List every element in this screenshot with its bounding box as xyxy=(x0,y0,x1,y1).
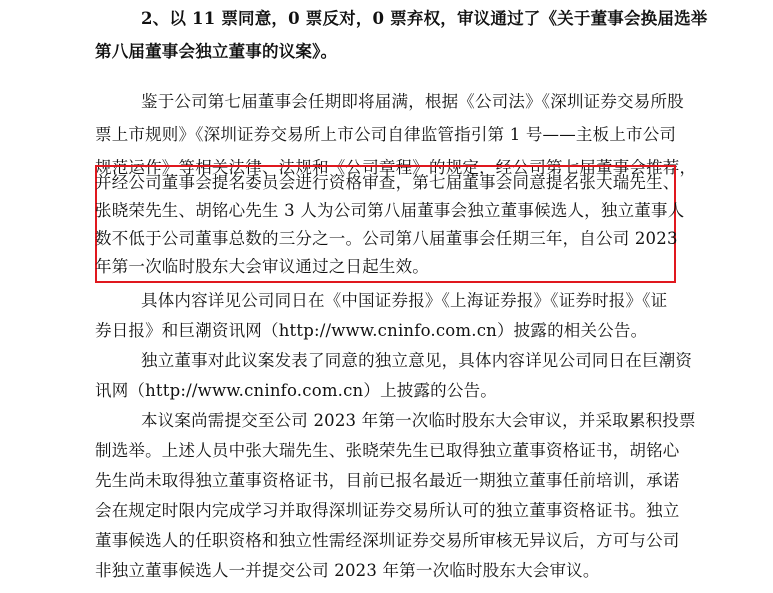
paragraph-meeting-line-5: 董事候选人的任职资格和独立性需经深圳证券交易所审核无异议后，方可与公司 xyxy=(95,531,680,550)
paragraph-nomination-line-4: 年第一次临时股东大会审议通过之日起生效。 xyxy=(95,257,429,276)
resolution-heading-line-1: 2、以 11 票同意，0 票反对，0 票弃权，审议通过了《关于董事会换届选举 xyxy=(141,9,708,28)
paragraph-background-line-2: 票上市规则》《深圳证券交易所上市公司自律监管指引第 1 号——主板上市公司 xyxy=(95,125,677,144)
paragraph-meeting-line-4: 会在规定时限内完成学习并取得深圳证券交易所认可的独立董事资格证书。独立 xyxy=(95,501,680,520)
paragraph-background-line-1: 鉴于公司第七届董事会任期即将届满，根据《公司法》《深圳证券交易所股 xyxy=(141,92,684,111)
paragraph-background-line-3: 规范运作》等相关法律、法规和《公司章程》的规定，经公司第七届董事会推荐， xyxy=(95,158,697,177)
paragraph-nomination-line-3: 数不低于公司董事总数的三分之一。公司第八届董事会任期三年，自公司 2023 xyxy=(95,229,678,248)
paragraph-nomination-line-2: 张晓荣先生、胡铭心先生 3 人为公司第八届董事会独立董事候选人，独立董事人 xyxy=(95,201,685,220)
paragraph-meeting-line-3: 先生尚未取得独立董事资格证书，目前已报名最近一期独立董事任前培训，承诺 xyxy=(95,471,680,490)
paragraph-meeting-line-2: 制选举。上述人员中张大瑞先生、张晓荣先生已取得独立董事资格证书，胡铭心 xyxy=(95,441,680,460)
paragraph-meeting-line-6: 非独立董事候选人一并提交公司 2023 年第一次临时股东大会审议。 xyxy=(95,561,600,580)
resolution-heading-line-2: 第八届董事会独立董事的议案》。 xyxy=(95,42,338,61)
paragraph-disclosure-line-2: 券日报》和巨潮资讯网（http://www.cninfo.com.cn）披露的相关公告。 xyxy=(95,321,648,340)
paragraph-opinion-line-2: 讯网（http://www.cninfo.com.cn）上披露的公告。 xyxy=(95,381,497,400)
paragraph-disclosure-line-1: 具体内容详见公司同日在《中国证券报》《上海证券报》《证券时报》《证 xyxy=(141,291,668,310)
paragraph-opinion-line-1: 独立董事对此议案发表了同意的独立意见，具体内容详见公司同日在巨潮资 xyxy=(141,351,693,370)
paragraph-nomination-line-1: 并经公司董事会提名委员会进行资格审查，第七届董事会同意提名张大瑞先生、 xyxy=(95,173,680,192)
paragraph-meeting-line-1: 本议案尚需提交至公司 2023 年第一次临时股东大会审议，并采取累积投票 xyxy=(141,411,696,430)
